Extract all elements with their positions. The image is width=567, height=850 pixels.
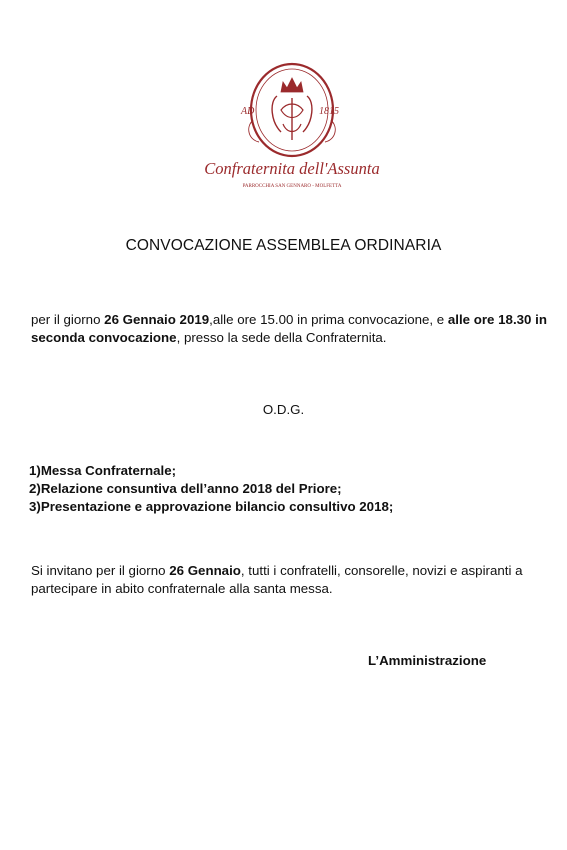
signature: L’Amministrazione bbox=[368, 653, 487, 668]
logo-subtitle: PARROCCHIA SAN GENNARO - MOLFETTA bbox=[242, 184, 342, 189]
para2-text-1: Si invitano per il giorno bbox=[31, 563, 170, 578]
agenda-list bbox=[29, 462, 549, 516]
para1-text-1: per il giorno bbox=[31, 312, 105, 327]
agenda-heading: O.D.G. bbox=[262, 402, 305, 417]
para1-text-3: , presso la sede della Confraternita. bbox=[176, 330, 387, 345]
document-title: CONVOCAZIONE ASSEMBLEA ORDINARIA bbox=[125, 237, 442, 254]
agenda-item: 2)Relazione consuntiva dell’anno 2018 del Priore; bbox=[29, 481, 342, 496]
para1-second-call: alle ore 18.30 in seconda convocazione bbox=[31, 312, 547, 345]
logo-year-left: AD bbox=[241, 106, 255, 117]
logo-name: Confraternita dell'Assunta bbox=[204, 159, 380, 178]
logo-year-right: 1815 bbox=[319, 106, 339, 117]
invitation-paragraph bbox=[31, 562, 551, 598]
agenda-item: 1)Messa Confraternale; bbox=[29, 463, 177, 478]
para1-text-2: ,alle ore 15.00 in prima convocazione, e bbox=[209, 312, 448, 327]
meeting-date-paragraph bbox=[31, 311, 551, 347]
para2-date: 26 Gennaio bbox=[169, 563, 241, 578]
para1-date: 26 Gennaio 2019 bbox=[104, 312, 210, 327]
agenda-item: 3)Presentazione e approvazione bilancio consultivo 2018; bbox=[29, 499, 394, 514]
confraternity-logo bbox=[195, 62, 389, 192]
para2-text-2: , tutti i confratelli, consorelle, novizi e aspiranti a partecipare in abito confraternale alla santa messa. bbox=[31, 563, 523, 596]
